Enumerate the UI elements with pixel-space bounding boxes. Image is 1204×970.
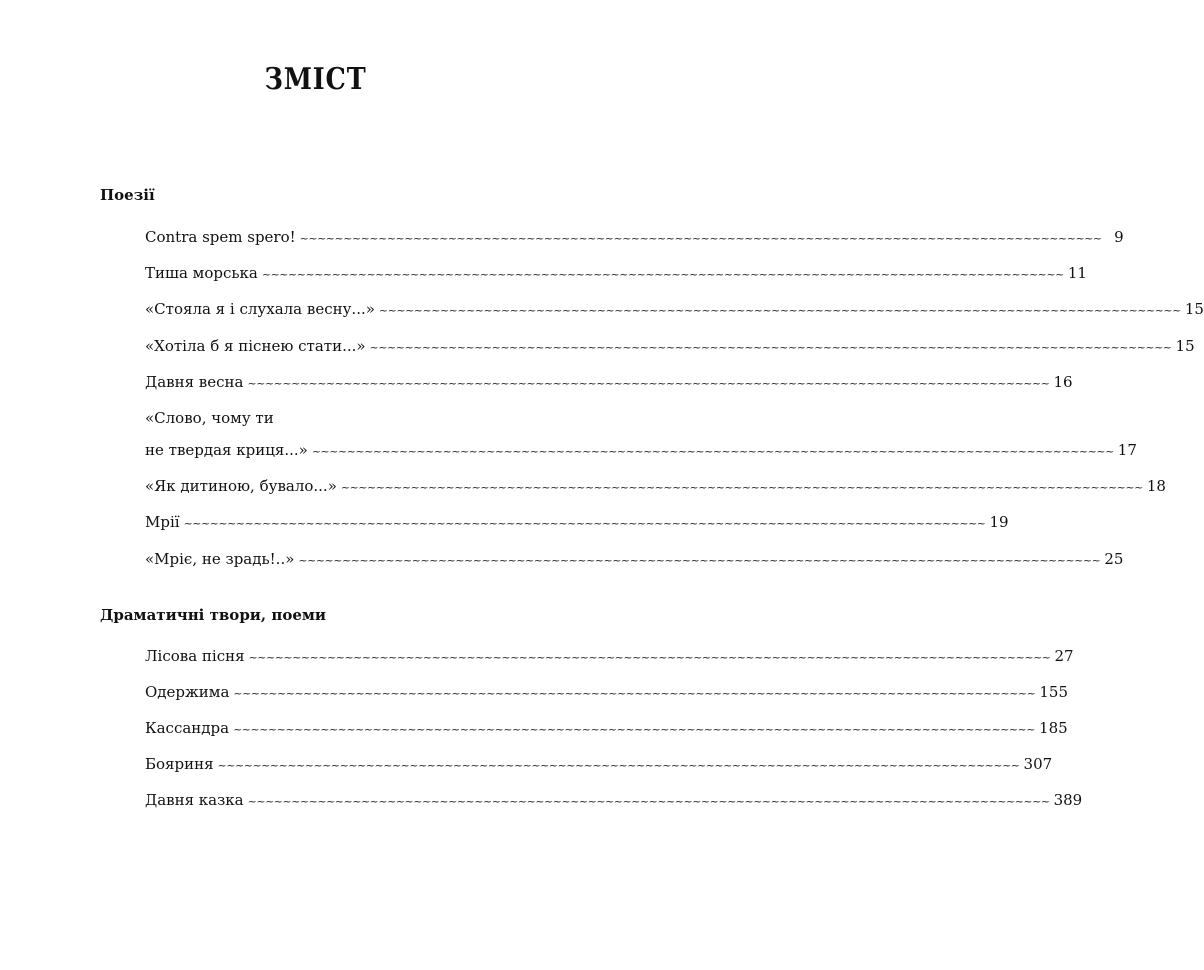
section-heading-poems: Поезії xyxy=(100,186,155,204)
toc-entry-title: не твердая криця...» xyxy=(145,441,308,459)
toc-entry-lisova-pisnia xyxy=(145,647,1074,671)
toc-entry-title: Contra spem spero! xyxy=(145,228,296,246)
toc-leader: ~~~~~~~~~~~~~~~~~~~~~~~~~~~~~~~~~~~~~~~~~~~~~~~~~~~~~~~~~~~~~~~~~~~~~~~~~~~~~~~~~~~~~~~~~~~~ xyxy=(311,445,1114,458)
toc-entry-page: 16 xyxy=(1053,373,1073,391)
toc-leader: ~~~~~~~~~~~~~~~~~~~~~~~~~~~~~~~~~~~~~~~~~~~~~~~~~~~~~~~~~~~~~~~~~~~~~~~~~~~~~~~~~~~~~~~~~~~~ xyxy=(233,723,1036,736)
toc-entry-page: 11 xyxy=(1067,264,1087,282)
toc-leader: ~~~~~~~~~~~~~~~~~~~~~~~~~~~~~~~~~~~~~~~~~~~~~~~~~~~~~~~~~~~~~~~~~~~~~~~~~~~~~~~~~~~~~~~~~~~~ xyxy=(378,304,1181,317)
toc-entry-title: «Стояла я і слухала весну...» xyxy=(145,300,375,318)
toc-entry-iak-dytynoiu xyxy=(145,477,1166,501)
toc-leader: ~~~~~~~~~~~~~~~~~~~~~~~~~~~~~~~~~~~~~~~~~~~~~~~~~~~~~~~~~~~~~~~~~~~~~~~~~~~~~~~~~~~~~~~~~~~~ xyxy=(247,795,1050,808)
toc-entry-page: 19 xyxy=(989,513,1009,531)
toc-leader: ~~~~~~~~~~~~~~~~~~~~~~~~~~~~~~~~~~~~~~~~~~~~~~~~~~~~~~~~~~~~~~~~~~~~~~~~~~~~~~~~~~~~~~~~~~~~ xyxy=(183,517,986,530)
toc-entry-page: 155 xyxy=(1039,683,1069,701)
toc-entry-boiarynia xyxy=(145,755,1053,779)
toc-entry-page: 185 xyxy=(1039,719,1068,737)
toc-leader: ~~~~~~~~~~~~~~~~~~~~~~~~~~~~~~~~~~~~~~~~~~~~~~~~~~~~~~~~~~~~~~~~~~~~~~~~~~~~~~~~~~~~~~~~~~~~ xyxy=(298,554,1101,567)
toc-entry-title: Давня казка xyxy=(145,791,244,809)
toc-entry-title: Одержима xyxy=(145,683,230,701)
toc-entry-title: Кассандра xyxy=(145,719,230,737)
toc-leader: ~~~~~~~~~~~~~~~~~~~~~~~~~~~~~~~~~~~~~~~~~~~~~~~~~~~~~~~~~~~~~~~~~~~~~~~~~~~~~~~~~~~~~~~~~~~~ xyxy=(233,687,1036,700)
toc-entry-title: Тиша морська xyxy=(145,264,258,282)
toc-leader: ~~~~~~~~~~~~~~~~~~~~~~~~~~~~~~~~~~~~~~~~~~~~~~~~~~~~~~~~~~~~~~~~~~~~~~~~~~~~~~~~~~~~~~~~~~~~ xyxy=(340,481,1143,494)
toc-entry-mrie-ne-zrad xyxy=(145,550,1124,574)
toc-entry-page: 389 xyxy=(1053,791,1083,809)
page-title: ЗМІСТ xyxy=(264,62,367,97)
toc-entry-kassandra xyxy=(145,719,1068,743)
section-heading-dramas: Драматичні твори, поеми xyxy=(100,606,327,624)
toc-entry-page: 27 xyxy=(1054,647,1074,665)
toc-entry-page: 18 xyxy=(1146,477,1166,495)
toc-entry-stoiala-ia xyxy=(145,300,1204,324)
toc-entry-davnia-kazka xyxy=(145,791,1083,815)
toc-entry-contra-spem-spero xyxy=(145,228,1124,252)
toc-entry-page: 15 xyxy=(1175,337,1195,355)
toc-leader: ~~~~~~~~~~~~~~~~~~~~~~~~~~~~~~~~~~~~~~~~~~~~~~~~~~~~~~~~~~~~~~~~~~~~~~~~~~~~~~~~~~~~~~~~~~~~ xyxy=(369,341,1172,354)
toc-entry-mrii xyxy=(145,513,1009,537)
toc-leader: ~~~~~~~~~~~~~~~~~~~~~~~~~~~~~~~~~~~~~~~~~~~~~~~~~~~~~~~~~~~~~~~~~~~~~~~~~~~~~~~~~~~~~~~~~~~~ xyxy=(248,651,1051,664)
toc-entry-davnia-vesna xyxy=(145,373,1073,397)
toc-leader: ~~~~~~~~~~~~~~~~~~~~~~~~~~~~~~~~~~~~~~~~~~~~~~~~~~~~~~~~~~~~~~~~~~~~~~~~~~~~~~~~~~~~~~~~~~~~ xyxy=(261,268,1064,281)
toc-entry-page: 17 xyxy=(1117,441,1137,459)
toc-entry-title: Мрії xyxy=(145,513,180,531)
toc-entry-page: 9 xyxy=(1114,228,1124,246)
toc-entry-page: 307 xyxy=(1023,755,1053,773)
toc-entry-title: «Мріє, не зрадь!..» xyxy=(145,550,295,568)
toc-entry-slovo xyxy=(145,441,1137,465)
toc-entry-title: «Хотіла б я піснею стати...» xyxy=(145,337,366,355)
toc-entry-title: Лісова пісня xyxy=(145,647,245,665)
toc-entry-khotila-b-ia xyxy=(145,337,1195,361)
toc-entry-page: 15 xyxy=(1184,300,1204,318)
toc-entry-tysha-morska xyxy=(145,264,1087,288)
toc-leader: ~~~~~~~~~~~~~~~~~~~~~~~~~~~~~~~~~~~~~~~~~~~~~~~~~~~~~~~~~~~~~~~~~~~~~~~~~~~~~~~~~~~~~~~~~~~~ xyxy=(299,232,1102,245)
toc-entry-title: Давня весна xyxy=(145,373,244,391)
toc-leader: ~~~~~~~~~~~~~~~~~~~~~~~~~~~~~~~~~~~~~~~~~~~~~~~~~~~~~~~~~~~~~~~~~~~~~~~~~~~~~~~~~~~~~~~~~~~~ xyxy=(217,759,1020,772)
toc-entry-slovo-line1: «Слово, чому ти xyxy=(145,409,274,427)
toc-leader: ~~~~~~~~~~~~~~~~~~~~~~~~~~~~~~~~~~~~~~~~~~~~~~~~~~~~~~~~~~~~~~~~~~~~~~~~~~~~~~~~~~~~~~~~~~~~ xyxy=(247,377,1050,390)
toc-entry-title: «Як дитиною, бувало...» xyxy=(145,477,337,495)
toc-entry-title: Бояриня xyxy=(145,755,214,773)
toc-entry-page: 25 xyxy=(1104,550,1124,568)
toc-entry-oderzhyma xyxy=(145,683,1069,707)
